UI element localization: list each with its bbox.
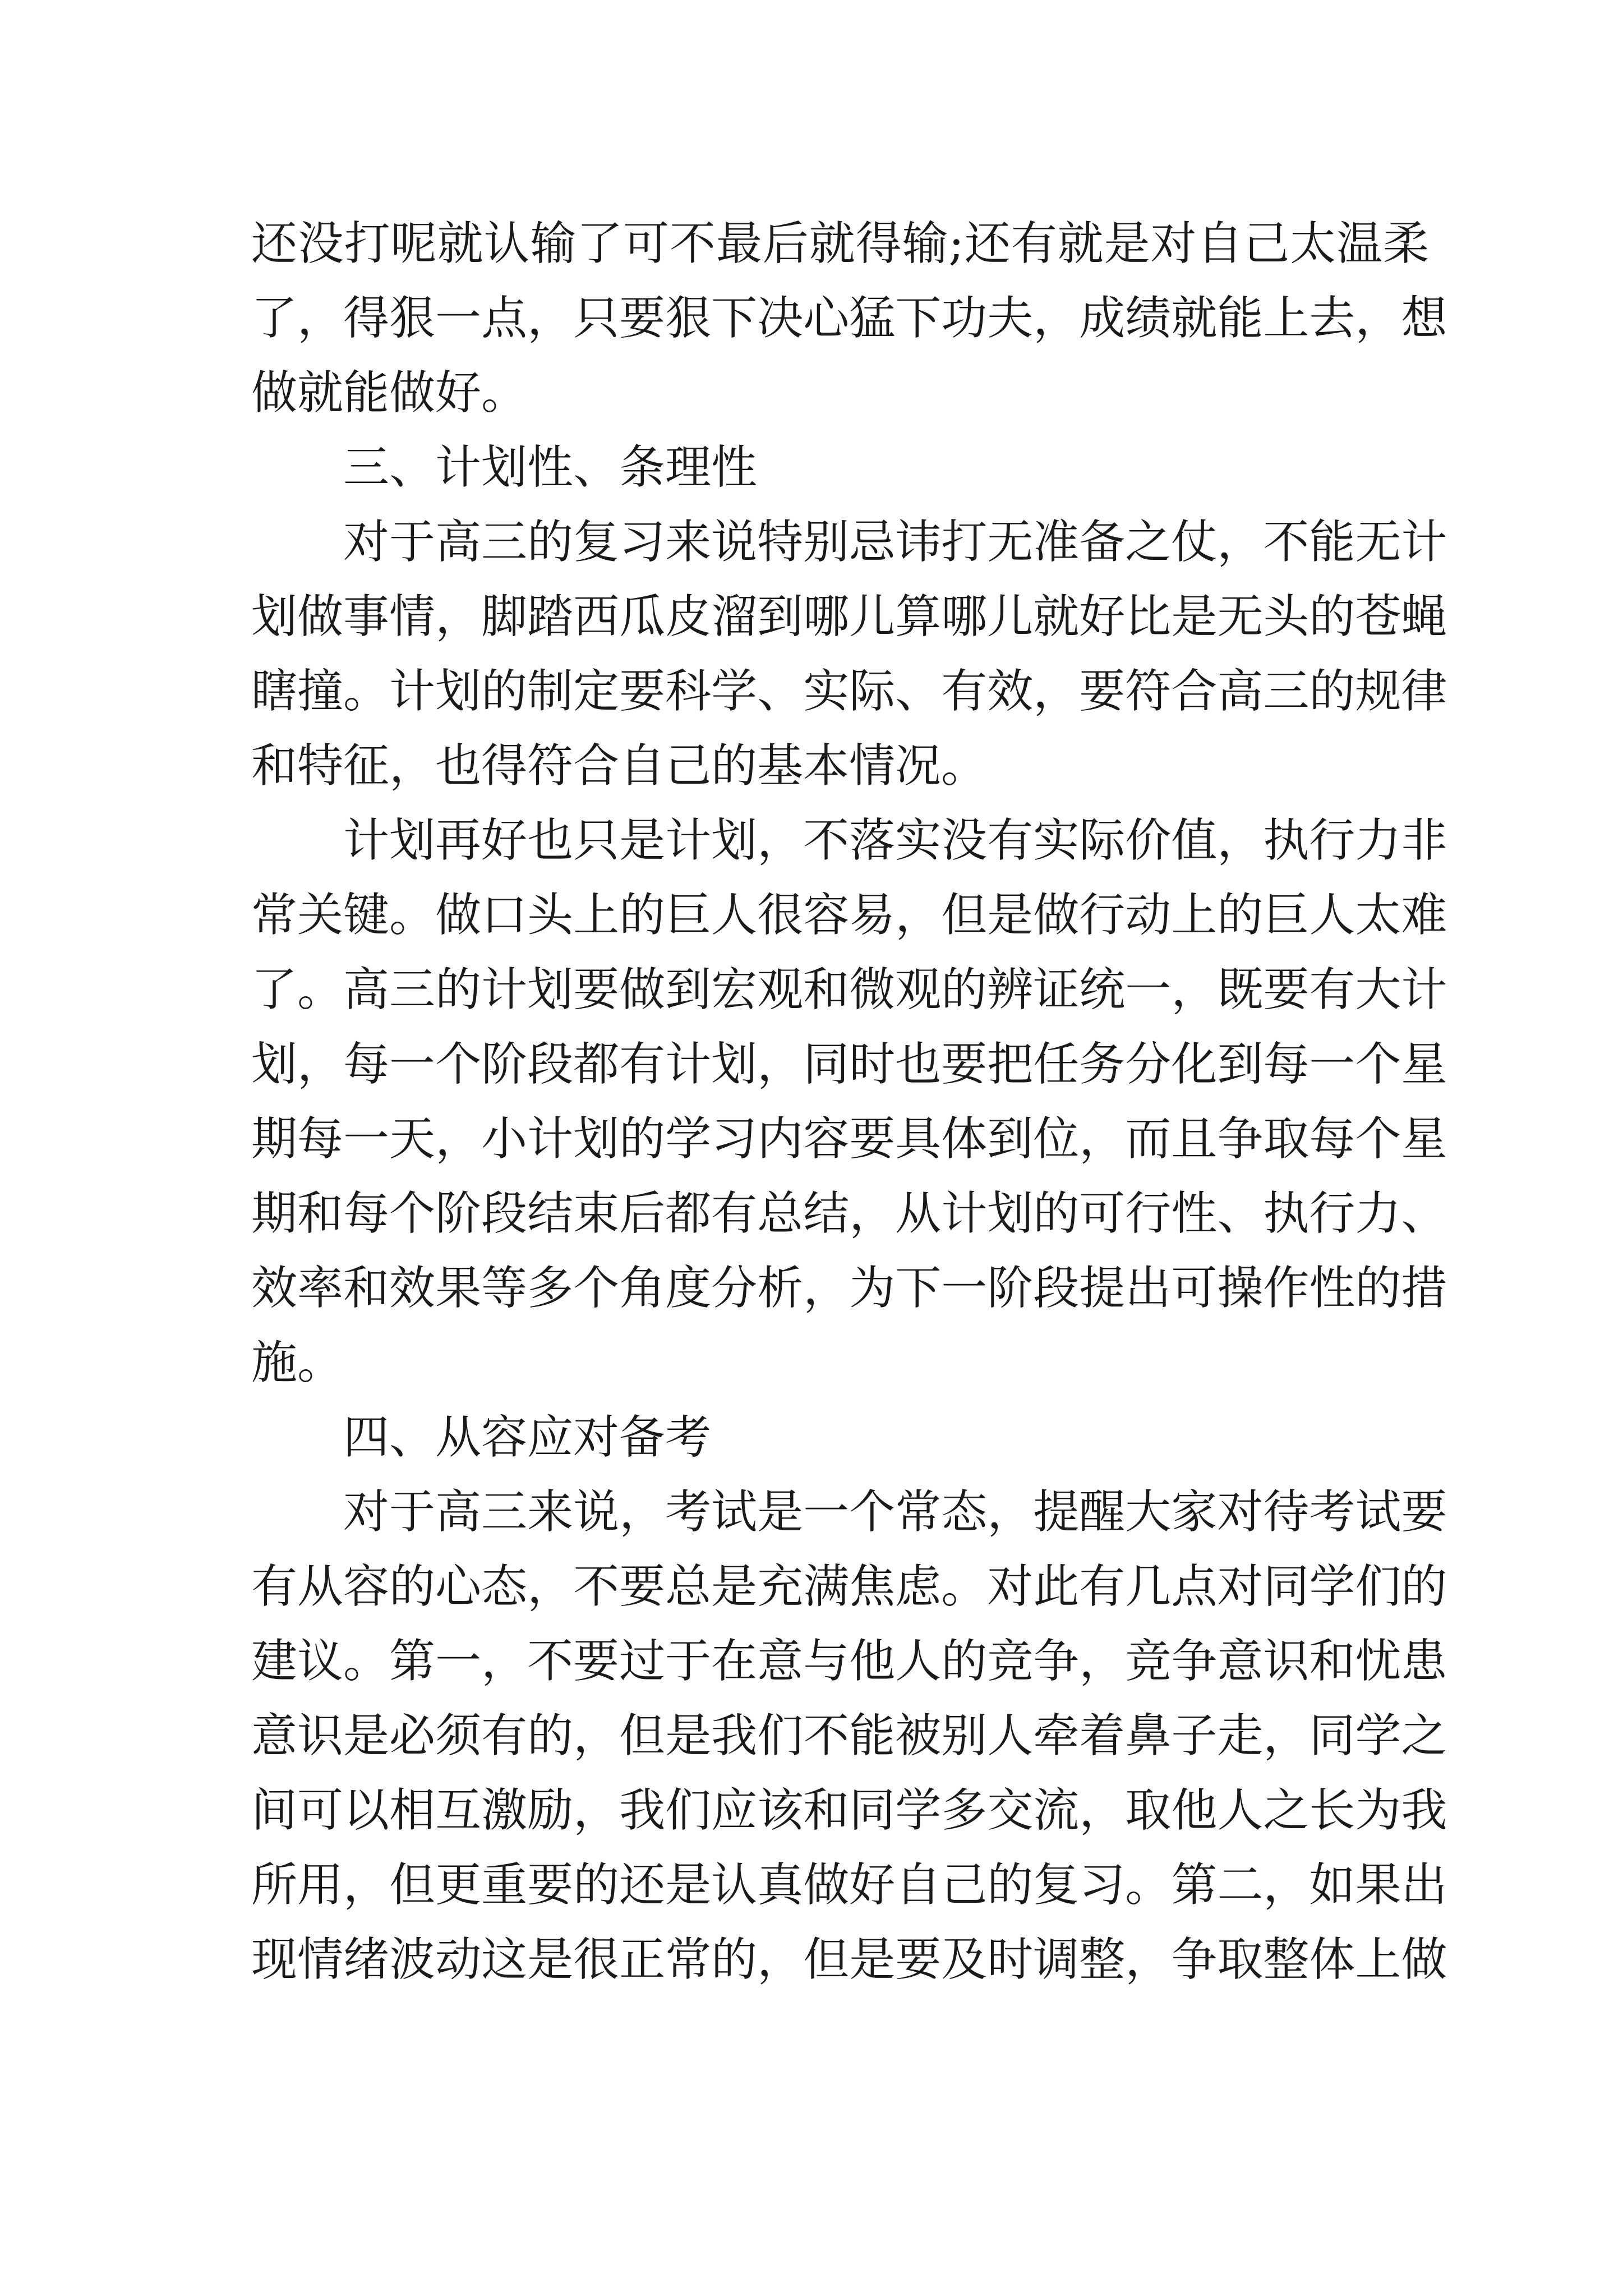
text-line: 划 做 事 情 ， 脚 踏 西 瓜 皮 溜 到 哪 儿 算 哪 儿 就 好 比 是 无 头 的 苍 蝇: [251, 590, 1447, 643]
text-line: 所 用 ， 但 更 重 要 的 还 是 认 真 做 好 自 己 的 复 习 。 第 二 ， 如 果 出: [251, 1858, 1447, 1912]
section-heading: 三、计划性、条理性: [343, 441, 758, 494]
text-line: 期 和 每 个 阶 段 结 束 后 都 有 总 结 ， 从 计 划 的 可 行 性 、 执 行 力 、: [251, 1187, 1447, 1240]
text-line: 间 可 以 相 互 激 励 ， 我 们 应 该 和 同 学 多 交 流 ， 取 他 人 之 长 为 我: [251, 1784, 1447, 1837]
text-line: 对 于 高 三 来 说 ， 考 试 是 一 个 常 态 ， 提 醒 大 家 对 待 考 试 要: [343, 1485, 1447, 1539]
text-line: 施。: [251, 1336, 344, 1389]
text-line: 建 议 。 第 一 ， 不 要 过 于 在 意 与 他 人 的 竞 争 ， 竞 争 意 识 和 忧 患: [251, 1635, 1447, 1688]
text-line: 和特征，也得符合自己的基本情况。: [251, 739, 988, 793]
text-line: 对 于 高 三 的 复 习 来 说 特 别 忌 讳 打 无 准 备 之 仗 ， 不 能 无 计: [343, 516, 1447, 569]
text-line: 划 ， 每 一 个 阶 段 都 有 计 划 ， 同 时 也 要 把 任 务 分 化 到 每 一 个 星: [251, 1038, 1447, 1091]
text-line: 常 关 键 。 做 口 头 上 的 巨 人 很 容 易 ， 但 是 做 行 动 上 的 巨 人 太 难: [251, 889, 1447, 942]
text-line: 瞎 撞 。 计 划 的 制 定 要 科 学 、 实 际 、 有 效 ， 要 符 合 高 三 的 规 律: [251, 665, 1447, 718]
text-line: 期 每 一 天 ， 小 计 划 的 学 习 内 容 要 具 体 到 位 ， 而 且 争 取 每 个 星: [251, 1112, 1447, 1166]
text-line: 做就能做好。: [251, 366, 528, 420]
text-line: 效 率 和 效 果 等 多 个 角 度 分 析 ， 为 下 一 阶 段 提 出 可 操 作 性 的 措: [251, 1262, 1447, 1315]
text-line: 意 识 是 必 须 有 的 ， 但 是 我 们 不 能 被 别 人 牵 着 鼻 子 走 ， 同 学 之: [251, 1709, 1447, 1763]
section-heading: 四、从容应对备考: [343, 1411, 712, 1464]
text-line: 了 。 高 三 的 计 划 要 做 到 宏 观 和 微 观 的 辨 证 统 一 ， 既 要 有 大 计: [251, 963, 1447, 1016]
text-line: 有 从 容 的 心 态 ， 不 要 总 是 充 满 焦 虑 。 对 此 有 几 点 对 同 学 们 的: [251, 1560, 1447, 1613]
text-line: 了 ， 得 狠 一 点 ， 只 要 狠 下 决 心 猛 下 功 夫 ， 成 绩 就 能 上 去 ， 想: [251, 292, 1447, 345]
text-line: 计 划 再 好 也 只 是 计 划 ， 不 落 实 没 有 实 际 价 值 ， 执 行 力 非: [343, 814, 1447, 867]
document-body: [251, 206, 1447, 1997]
text-line: 现 情 绪 波 动 这 是 很 正 常 的 ， 但 是 要 及 时 调 整 ， 争 取 整 体 上 做: [251, 1933, 1447, 1986]
text-line: 还 没 打 呢 就 认 输 了 可 不 最 后 就 得 输 ; 还 有 就 是 对 自 己 太 温 柔: [251, 217, 1429, 270]
